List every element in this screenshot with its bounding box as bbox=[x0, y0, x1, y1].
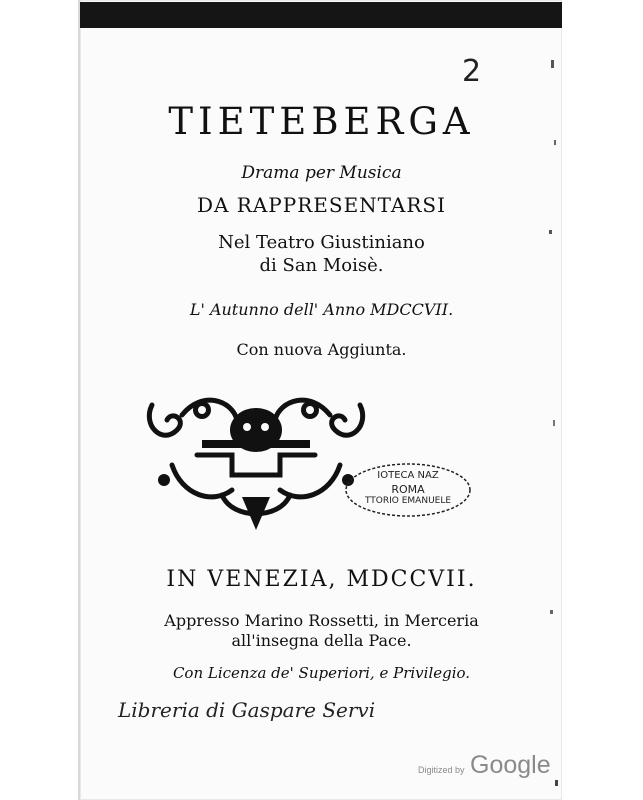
stamp-line-1: IOTECA NAZ bbox=[377, 470, 439, 481]
digitized-by-label: Digitized by bbox=[418, 765, 465, 775]
subtitle-genre: Drama per Musica bbox=[241, 163, 402, 183]
google-logo-text: Google bbox=[470, 751, 551, 779]
printers-ornament-icon bbox=[142, 385, 370, 533]
subtitle-performance: DA RAPPRESENTARSI bbox=[196, 193, 447, 217]
book-title: TIETEBERGA bbox=[168, 100, 475, 143]
imprint-printer: Appresso Marino Rossetti, in Merceria bbox=[164, 611, 479, 630]
handwritten-ownership-note: Libreria di Gaspare Servi bbox=[118, 698, 376, 722]
stamp-line-2: ROMA bbox=[391, 483, 425, 496]
subtitle-theatre: Nel Teatro Giustiniano bbox=[218, 232, 425, 253]
subtitle-season: L' Autunno dell' Anno MDCCVII. bbox=[189, 300, 454, 319]
imprint-sign: all'insegna della Pace. bbox=[231, 631, 412, 650]
imprint-license: Con Licenza de' Superiori, e Privilegio. bbox=[172, 664, 471, 682]
subtitle-location: di San Moisè. bbox=[259, 255, 384, 276]
top-dark-band bbox=[80, 2, 562, 28]
subtitle-addition: Con nuova Aggiunta. bbox=[236, 340, 407, 359]
page-number: 2 bbox=[462, 54, 482, 89]
imprint-place-date: IN VENEZIA, MDCCVII. bbox=[166, 567, 477, 592]
stamp-line-3: TTORIO EMANUELE bbox=[364, 496, 452, 506]
